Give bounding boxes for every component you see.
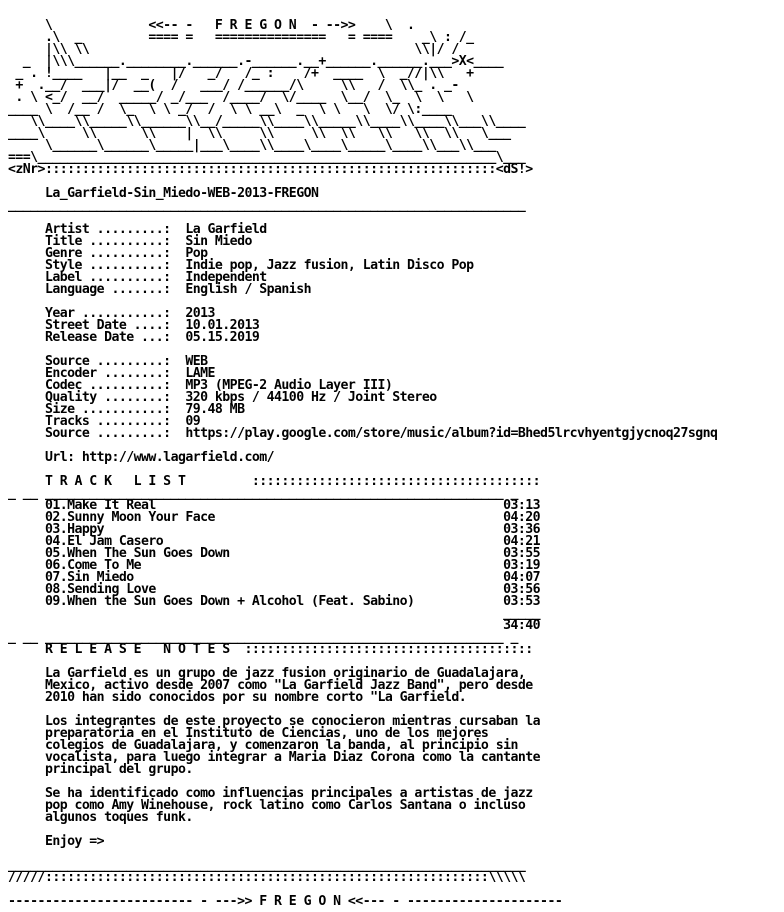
nfo-line: ______________________________________________________________________ bbox=[8, 198, 526, 213]
nfo-line: Release Date ...: 05.15.2019 bbox=[8, 330, 260, 345]
nfo-line: ===\______________________________________________________________\___ bbox=[8, 150, 526, 165]
nfo-document bbox=[8, 20, 717, 908]
nfo-line: Mexico, activo desde 2007 como "La Garfield Jazz Band", pero desde bbox=[8, 678, 533, 693]
nfo-line: Codec ..........: MP3 (MPEG-2 Audio Layer III) bbox=[8, 378, 393, 393]
nfo-line: \______\______\_____|___\____\\____\____\_____\____\\___\\___ bbox=[8, 138, 496, 153]
nfo-line: Genre ..........: Pop bbox=[8, 246, 208, 261]
nfo-line: preparatoria en el Instituto de Ciencias, uno de los mejores bbox=[8, 726, 489, 741]
nfo-line: Style ..........: Indie pop, Jazz fusion, Latin Disco Pop bbox=[8, 258, 474, 273]
nfo-line: La_Garfield-Sin_Miedo-WEB-2013-FREGON bbox=[8, 186, 319, 201]
nfo-line: \ <<-- - F R E G O N - -->> \ . bbox=[8, 18, 415, 33]
nfo-line: ------------------------- - --->> F R E G O N <<--- - --------------------- bbox=[8, 894, 563, 909]
nfo-line: . \ <_/ __/ _____/ _/___ /____/ \/____ \__/ \_ \ \ \ bbox=[8, 90, 474, 105]
nfo-line: Artist .........: La Garfield bbox=[8, 222, 267, 237]
nfo-line: 06.Come To Me 03:19 bbox=[8, 558, 541, 573]
nfo-line: Tracks .........: 09 bbox=[8, 414, 201, 429]
nfo-line: Los integrantes de este proyecto se conocieron mientras cursaban la bbox=[8, 714, 541, 729]
nfo-line: vocalista, para luego integrar a Maria Diaz Corona como la cantante bbox=[8, 750, 541, 765]
nfo-line: .\ _ ==== = =============== = ==== _\ : /_ bbox=[8, 30, 474, 45]
nfo-line: 2010 han sido conocidos por su nombre corto "La Garfield. bbox=[8, 690, 467, 705]
nfo-line: algunos toques funk. bbox=[8, 810, 193, 825]
nfo-line: |\\ \\ \\|/ / bbox=[8, 42, 459, 57]
nfo-line: _____ bbox=[8, 606, 541, 621]
nfo-line: + .__/ ___|/ __( / ___/ /______/\ \\ / \\_ . _- bbox=[8, 78, 459, 93]
nfo-line: pop como Amy Winehouse, rock latino como Carlos Santana o incluso bbox=[8, 798, 526, 813]
nfo-line: Quality ........: 320 kbps / 44100 Hz / Joint Stereo bbox=[8, 390, 437, 405]
nfo-line: 09.When the Sun Goes Down + Alcohol (Feat. Sabino) 03:53 bbox=[8, 594, 541, 609]
nfo-line: R E L E A S E N O T E S ::::::::::::::::::::::::::::::::::::::: bbox=[8, 642, 533, 657]
nfo-line: <zNr>:::::::::::::::::::::::::::::::::::::::::::::::::::::::::::::<dS!> bbox=[8, 162, 533, 177]
nfo-line: ______________________________________________________________________ bbox=[8, 858, 526, 873]
nfo-line: /////::::::::::::::::::::::::::::::::::::::::::::::::::::::::::::\\\\\ bbox=[8, 870, 526, 885]
nfo-line: 34:40 bbox=[8, 618, 541, 633]
nfo-line: Year ...........: 2013 bbox=[8, 306, 215, 321]
nfo-line: colegios de Guadalajara, y comenzaron la banda, al principio sin bbox=[8, 738, 518, 753]
nfo-line: 07.Sin Miedo 04:07 bbox=[8, 570, 541, 585]
nfo-line: La Garfield es un grupo de jazz fusion originario de Guadalajara, bbox=[8, 666, 526, 681]
nfo-line: T R A C K L I S T ::::::::::::::::::::::::::::::::::::::: bbox=[8, 474, 541, 489]
nfo-line: _ __ ______________________________________________________________ _ bbox=[8, 630, 518, 645]
nfo-line: 04.El Jam Casero 04:21 bbox=[8, 534, 541, 549]
nfo-line: Source .........: WEB bbox=[8, 354, 208, 369]
nfo-line: 02.Sunny Moon Your Face 04:20 bbox=[8, 510, 541, 525]
nfo-line: Size ...........: 79.48 MB bbox=[8, 402, 245, 417]
nfo-line: _ __ ______________________________________________________________ _ bbox=[8, 486, 518, 501]
nfo-line bbox=[8, 824, 717, 836]
nfo-line: ____ \ /__ / \_ \ \ _/ / \ \ __\ _ \ \ \ \/ \:____ bbox=[8, 102, 452, 117]
nfo-line: principal del grupo. bbox=[8, 762, 193, 777]
nfo-line: _ |\\\______.________.______.-______.__+______.______.___>X<____ bbox=[8, 54, 504, 69]
nfo-line: ____\ \\ \\ | \\ \\ \\ \\ \\ \\ \\ \___ bbox=[8, 126, 511, 141]
nfo-line: Encoder ........: LAME bbox=[8, 366, 215, 381]
nfo-line: 08.Sending Love 03:56 bbox=[8, 582, 541, 597]
nfo-line: Street Date ....: 10.01.2013 bbox=[8, 318, 260, 333]
nfo-line: Se ha identificado como influencias principales a artistas de jazz bbox=[8, 786, 533, 801]
nfo-line: _ . !____ |__ _ |/ _/ /_ : /+ ____ \ _//|\\ + bbox=[8, 66, 474, 81]
nfo-line: Enjoy => bbox=[8, 834, 105, 849]
nfo-line: 01.Make It Real 03:13 bbox=[8, 498, 541, 513]
nfo-line: Language .......: English / Spanish bbox=[8, 282, 311, 297]
nfo-line: Source .........: https://play.google.com/store/music/album?id=Bhed5lrcvhyentgjycnoq27sgnq bbox=[8, 426, 718, 441]
nfo-line: 05.When The Sun Goes Down 03:55 bbox=[8, 546, 541, 561]
nfo-line: \\____\\_____\\______\\__/_____\\____\\_____\\____\\____\\___\\____ bbox=[8, 114, 526, 129]
nfo-line: 03.Happy 03:36 bbox=[8, 522, 541, 537]
nfo-line: Title ..........: Sin Miedo bbox=[8, 234, 252, 249]
nfo-line: Label ..........: Independent bbox=[8, 270, 267, 285]
nfo-line: Url: http://www.lagarfield.com/ bbox=[8, 450, 275, 465]
